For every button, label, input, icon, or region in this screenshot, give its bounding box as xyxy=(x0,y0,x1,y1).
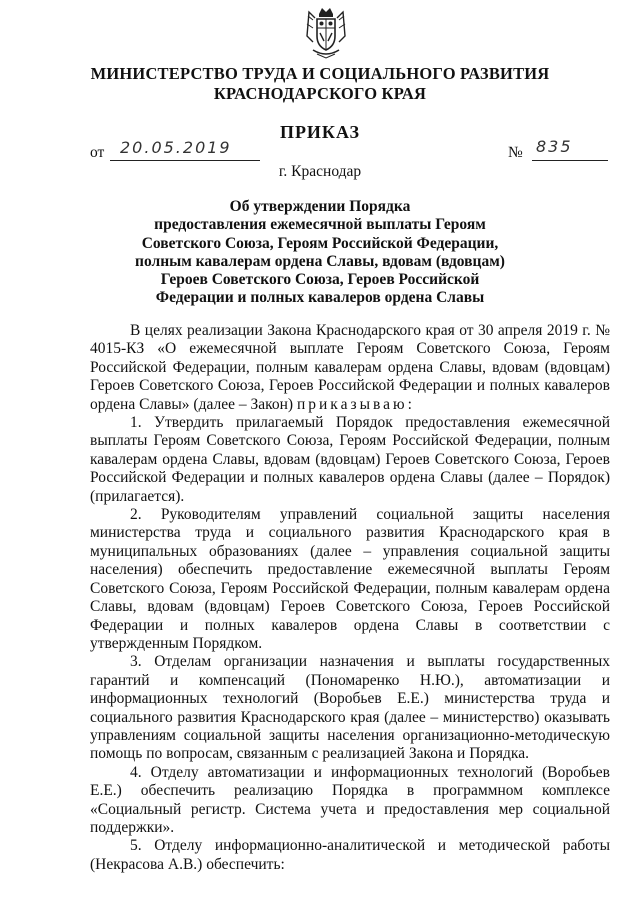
order-item-2: 2. Руководителям управлений социальной защиты населения министерства труда и социального развития Краснодарского края в муниципальных образованиях (далее – управления социальной защиты населения) обеспечить предоставление ежемесячной выплаты Героям Советского Союза, Героям Российской Федерации, полным кавалерам ордена Славы, вдовам (вдовцам) Героев Советского Союза, Героев Российской Федерации и полных кавалеров ордена Славы в соответствии с утвержденным Порядком. xyxy=(90,506,610,652)
ministry-name xyxy=(0,64,640,104)
preamble-paragraph xyxy=(90,322,610,414)
subject-line: предоставления ежемесячной выплаты Героям xyxy=(154,216,486,234)
subject-line: Об утверждении Порядка xyxy=(229,198,411,215)
ministry-line-2: КРАСНОДАРСКОГО КРАЯ xyxy=(213,84,427,103)
coat-of-arms-icon xyxy=(305,6,347,60)
order-date-number-row xyxy=(90,137,610,164)
date-label: от xyxy=(90,144,105,161)
order-item-5: 5. Отделу информационно-аналитической и методической работы (Некрасова А.В.) обеспечить: xyxy=(90,837,610,873)
date-line xyxy=(110,138,260,161)
preamble-text: В целях реализации Закона Краснодарского края от 30 апреля 2019 г. № 4015-КЗ «О ежемесячной выплате Героям Советского Союза, Героям Российской Федерации, полным кавалерам ордена Славы, вдовам (вдовцам) Героев Советского Союза, Героев Российской Федерации и полных кавалеров ордена Славы» (далее – Закон) xyxy=(90,322,610,413)
subject-line: Советского Союза, Героям Российской Федерации, xyxy=(141,234,499,252)
order-item-1: 1. Утвердить прилагаемый Порядок предоставления ежемесячной выплаты Героям Советского Союза, Героям Российской Федерации, полным кавалерам ордена Славы, вдовам (вдовцам) Героев Советского Союза, Героев Российской Федерации и полных кавалеров ордена Славы (далее – Порядок) (прилагается). xyxy=(90,414,610,505)
preamble-command: приказываю: xyxy=(296,395,415,413)
subject-line: Федерации и полных кавалеров ордена Славы xyxy=(155,289,485,307)
order-body xyxy=(90,322,610,874)
order-subject xyxy=(0,198,640,308)
number-value: 835 xyxy=(536,137,573,156)
number-label: № xyxy=(508,144,523,161)
order-item-4: 4. Отделу автоматизации и информационных технологий (Воробьев Е.Е.) обеспечить реализацию Порядка в программном комплексе «Социальный регистр. Система учета и предоставления мер социальной поддержки». xyxy=(90,763,610,836)
date-value: 20.05.2019 xyxy=(120,138,232,157)
order-item-3: 3. Отделам организации назначения и выплаты государственных гарантий и компенсаций (Пономаренко Н.Ю.), автоматизации и информационных технологий (Воробьев Е.Е.) министерства труда и социального развития Краснодарского края (далее – министерство) оказывать управлениям социальной защиты населения организационно-методическую помощь по вопросам, связанным с реализацией Закона и Порядка. xyxy=(90,653,610,763)
subject-line: Героев Советского Союза, Героев Российской xyxy=(160,271,480,289)
number-line xyxy=(532,137,608,161)
subject-line: полным кавалерам ордена Славы, вдовам (вдовцам) xyxy=(135,252,505,270)
city: г. Краснодар xyxy=(278,163,362,180)
ministry-line-1: МИНИСТЕРСТВО ТРУДА И СОЦИАЛЬНОГО РАЗВИТИЯ xyxy=(90,64,550,83)
order-title: ПРИКАЗ xyxy=(279,122,361,142)
